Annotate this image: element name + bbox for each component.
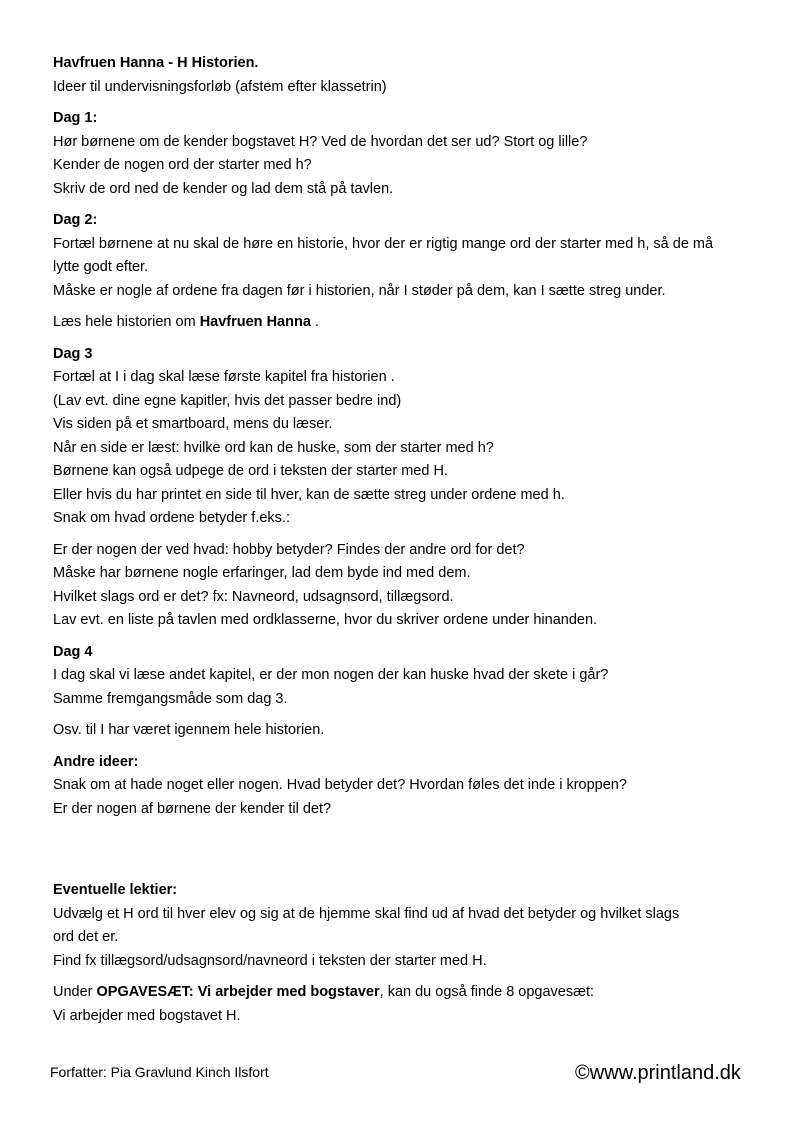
day3-line: Når en side er læst: hvilke ord kan de huske, som der starter med h? — [53, 439, 494, 456]
day2-line: Fortæl børnene at nu skal de høre en historie, hvor der er rigtig mange ord der starter med h, så de må — [53, 235, 714, 252]
day1-line: Skriv de ord ned de kender og lad dem stå på tavlen. — [53, 180, 394, 197]
homework-last-line: Vi arbejder med bogstavet H. — [53, 1007, 241, 1024]
day3-line: Måske har børnene nogle erfaringer, lad dem byde ind med dem. — [53, 565, 471, 581]
day2-read-line: Læs hele historien om Havfruen Hanna . — [53, 314, 319, 330]
homework-line: Find fx tillægsord/udsagnsord/navneord i teksten der starter med H. — [53, 952, 487, 969]
homework-line: ord det er. — [53, 929, 119, 945]
day4-line: Samme fremgangsmåde som dag 3. — [53, 690, 288, 707]
day1-line: Kender de nogen ord der starter med h? — [53, 157, 312, 173]
homework-under-line: Under OPGAVESÆT: Vi arbejder med bogstaver, kan du også finde 8 opgavesæt: — [53, 984, 595, 1000]
day2-line: lytte godt efter. — [53, 259, 149, 275]
document-subtitle: Ideer til undervisningsforløb (afstem efter klassetrin) — [53, 78, 387, 95]
day3-line: Hvilket slags ord er det? fx: Navneord, udsagnsord, tillægsord. — [53, 588, 454, 605]
footer-author: Forfatter: Pia Gravlund Kinch Ilsfort — [50, 1064, 269, 1080]
day3-line: Eller hvis du har printet en side til hver, kan de sætte streg under ordene med h. — [53, 486, 565, 503]
footer-site: ©www.printland.dk — [575, 1062, 741, 1084]
day2-heading: Dag 2: — [53, 212, 98, 228]
day3-line: (Lav evt. dine egne kapitler, hvis det passer bedre ind) — [53, 392, 402, 409]
document-body — [53, 52, 753, 1028]
day3-line: Snak om hvad ordene betyder f.eks.: — [53, 510, 290, 526]
day3-line: Børnene kan også udpege de ord i teksten der starter med H. — [53, 463, 448, 479]
exercise-set-title: OPGAVESÆT: Vi arbejder med bogstaver — [96, 984, 380, 1000]
homework-line: Udvælg et H ord til hver elev og sig at de hjemme skal find ud af hvad det betyder og hvilket slags — [53, 905, 680, 922]
other-ideas-heading: Andre ideer: — [53, 753, 139, 770]
other-ideas-line: Snak om at hade noget eller nogen. Hvad betyder det? Hvordan føles det inde i kroppen? — [53, 777, 627, 793]
day1-line: Hør børnene om de kender bogstavet H? Ved de hvordan det ser ud? Stort og lille? — [53, 133, 588, 150]
day4-etc: Osv. til I har været igennem hele historien. — [53, 722, 325, 738]
story-title: Havfruen Hanna — [199, 314, 311, 330]
day4-line: I dag skal vi læse andet kapitel, er der mon nogen der kan huske hvad der skete i går? — [53, 667, 609, 683]
day3-line: Vis siden på et smartboard, mens du læser. — [53, 416, 333, 432]
day1-heading: Dag 1: — [53, 110, 98, 126]
other-ideas-line: Er der nogen af børnene der kender til det? — [53, 800, 332, 817]
day2-line: Måske er nogle af ordene fra dagen før i historien, når I støder på dem, kan I sætte streg under. — [53, 282, 666, 299]
day3-heading: Dag 3 — [53, 345, 93, 362]
homework-heading: Eventuelle lektier: — [53, 882, 178, 898]
day3-line: Fortæl at I i dag skal læse første kapitel fra historien . — [53, 369, 395, 385]
day3-line: Lav evt. en liste på tavlen med ordklasserne, hvor du skriver ordene under hinanden. — [53, 612, 598, 628]
document-title: Havfruen Hanna - H Historien. — [53, 55, 259, 71]
day4-heading: Dag 4 — [53, 643, 93, 660]
day3-line: Er der nogen der ved hvad: hobby betyder? Findes der andre ord for det? — [53, 541, 525, 558]
